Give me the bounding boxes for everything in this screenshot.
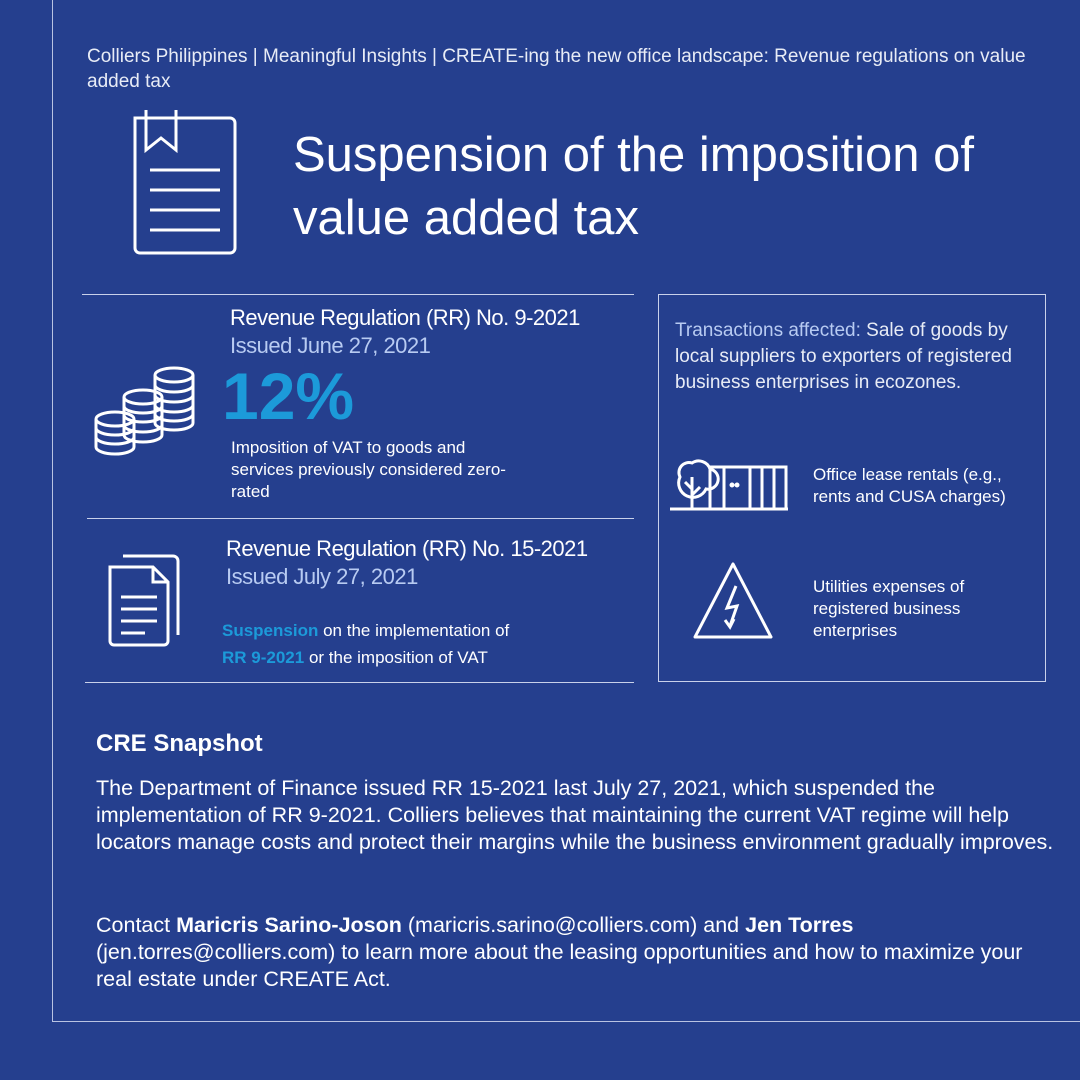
- document-bookmark-icon: [130, 110, 240, 258]
- contact-name-2: Jen Torres: [745, 913, 854, 937]
- office-lease-item: Office lease rentals (e.g., rents and CUSA charges): [813, 465, 1006, 506]
- frame-border-bottom: [52, 1021, 1080, 1022]
- rr1-title: Revenue Regulation (RR) No. 9-2021: [230, 305, 580, 330]
- snapshot-title: CRE Snapshot: [96, 730, 263, 757]
- contact-email-1: (maricris.sarino@colliers.com) and: [401, 913, 746, 937]
- rr2-title: Revenue Regulation (RR) No. 15-2021: [226, 536, 588, 561]
- divider: [82, 294, 634, 295]
- documents-icon: [105, 553, 183, 649]
- coins-icon: [93, 365, 199, 457]
- rr1-description: Imposition of VAT to goods and services previously considered zero-rated: [231, 438, 506, 501]
- contact-name-1: Maricris Sarino-Joson: [176, 913, 402, 937]
- frame-border-left: [52, 0, 53, 1022]
- vat-rate: 12%: [222, 359, 355, 433]
- divider: [87, 518, 634, 519]
- contact-rest: (jen.torres@colliers.com) to learn more about the leasing opportunities and how to maximize your real estate under CREATE Act.: [96, 940, 1023, 991]
- breadcrumb: Colliers Philippines | Meaningful Insights | CREATE-ing the new office landscape: Revenue regulations on value added tax: [87, 46, 1026, 92]
- rr2-text2: or the imposition of VAT: [304, 648, 488, 667]
- rr2-text1: on the implementation of: [318, 621, 510, 640]
- snapshot-body: The Department of Finance issued RR 15-2021 last July 27, 2021, which suspended the implementation of RR 9-2021. Colliers believes that maintaining the current VAT regime will help locators manage costs and protect their margins while the business environment gradually improves.: [96, 776, 1054, 854]
- rr2-description: [222, 617, 622, 671]
- divider: [85, 682, 634, 683]
- rr1-date: Issued June 27, 2021: [230, 333, 431, 358]
- utilities-item: Utilities expenses of registered business enterprises: [813, 577, 965, 640]
- page-title: Suspension of the imposition of value added tax: [293, 128, 974, 245]
- contact-prefix: Contact: [96, 913, 177, 937]
- office-building-icon: [670, 455, 790, 515]
- rr2-date: Issued July 27, 2021: [226, 564, 418, 589]
- suspension-highlight: Suspension: [222, 621, 319, 640]
- rr-reference-highlight: RR 9-2021: [222, 648, 305, 667]
- transactions-label: Transactions affected:: [675, 320, 861, 341]
- contact-info: [96, 912, 1056, 993]
- transactions-text: Sale of goods by local suppliers to exporters of registered business enterprises in ecozones.: [675, 320, 1012, 393]
- electric-warning-icon: [692, 560, 774, 642]
- transactions-affected: [675, 318, 1030, 396]
